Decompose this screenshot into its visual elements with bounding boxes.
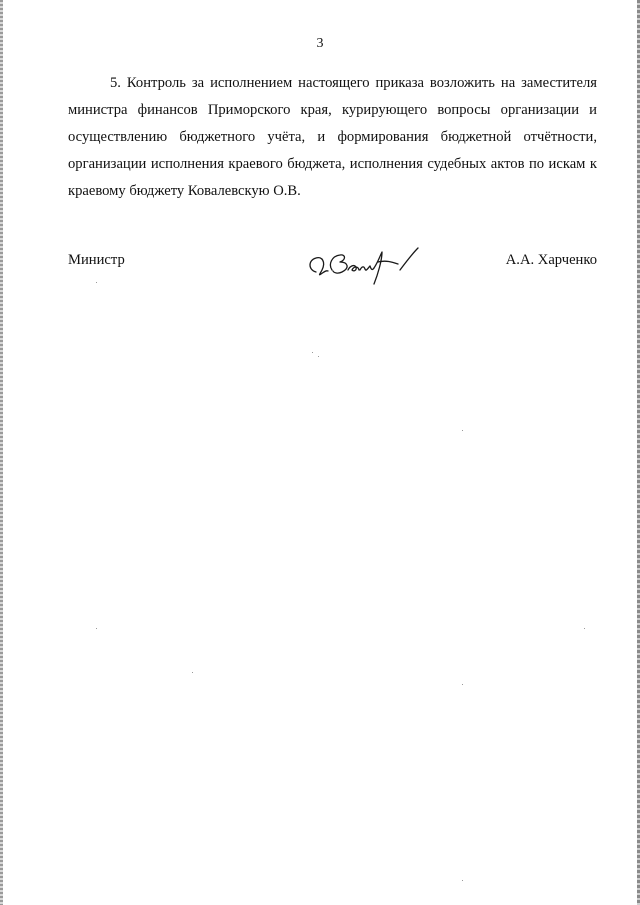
scan-speck [462, 880, 463, 881]
page-number: 3 [316, 36, 324, 51]
signatory-name: А.А. Харченко [505, 252, 597, 268]
signatory-title: Министр [68, 252, 125, 268]
signature-block [68, 240, 597, 290]
scan-speck [584, 628, 585, 629]
scan-speck [318, 356, 319, 357]
handwritten-signature [302, 240, 422, 288]
scan-edge-left [0, 0, 3, 905]
scan-speck [462, 684, 463, 685]
scan-speck [96, 628, 97, 629]
scan-speck [312, 352, 313, 353]
scan-speck [462, 430, 463, 431]
scan-speck [192, 672, 193, 673]
scan-speck [96, 282, 97, 283]
order-paragraph: 5. Контроль за исполнением настоящего приказа возложить на заместителя министра финансов Приморского края, курирующего вопросы организации и осуществлению бюджетного учёта, и формирования бюджетной отчётности, организации исполнения краевого бюджета, исполнения судебных актов по искам к краевому бюджету Ковалевскую О.В. [68, 75, 597, 199]
